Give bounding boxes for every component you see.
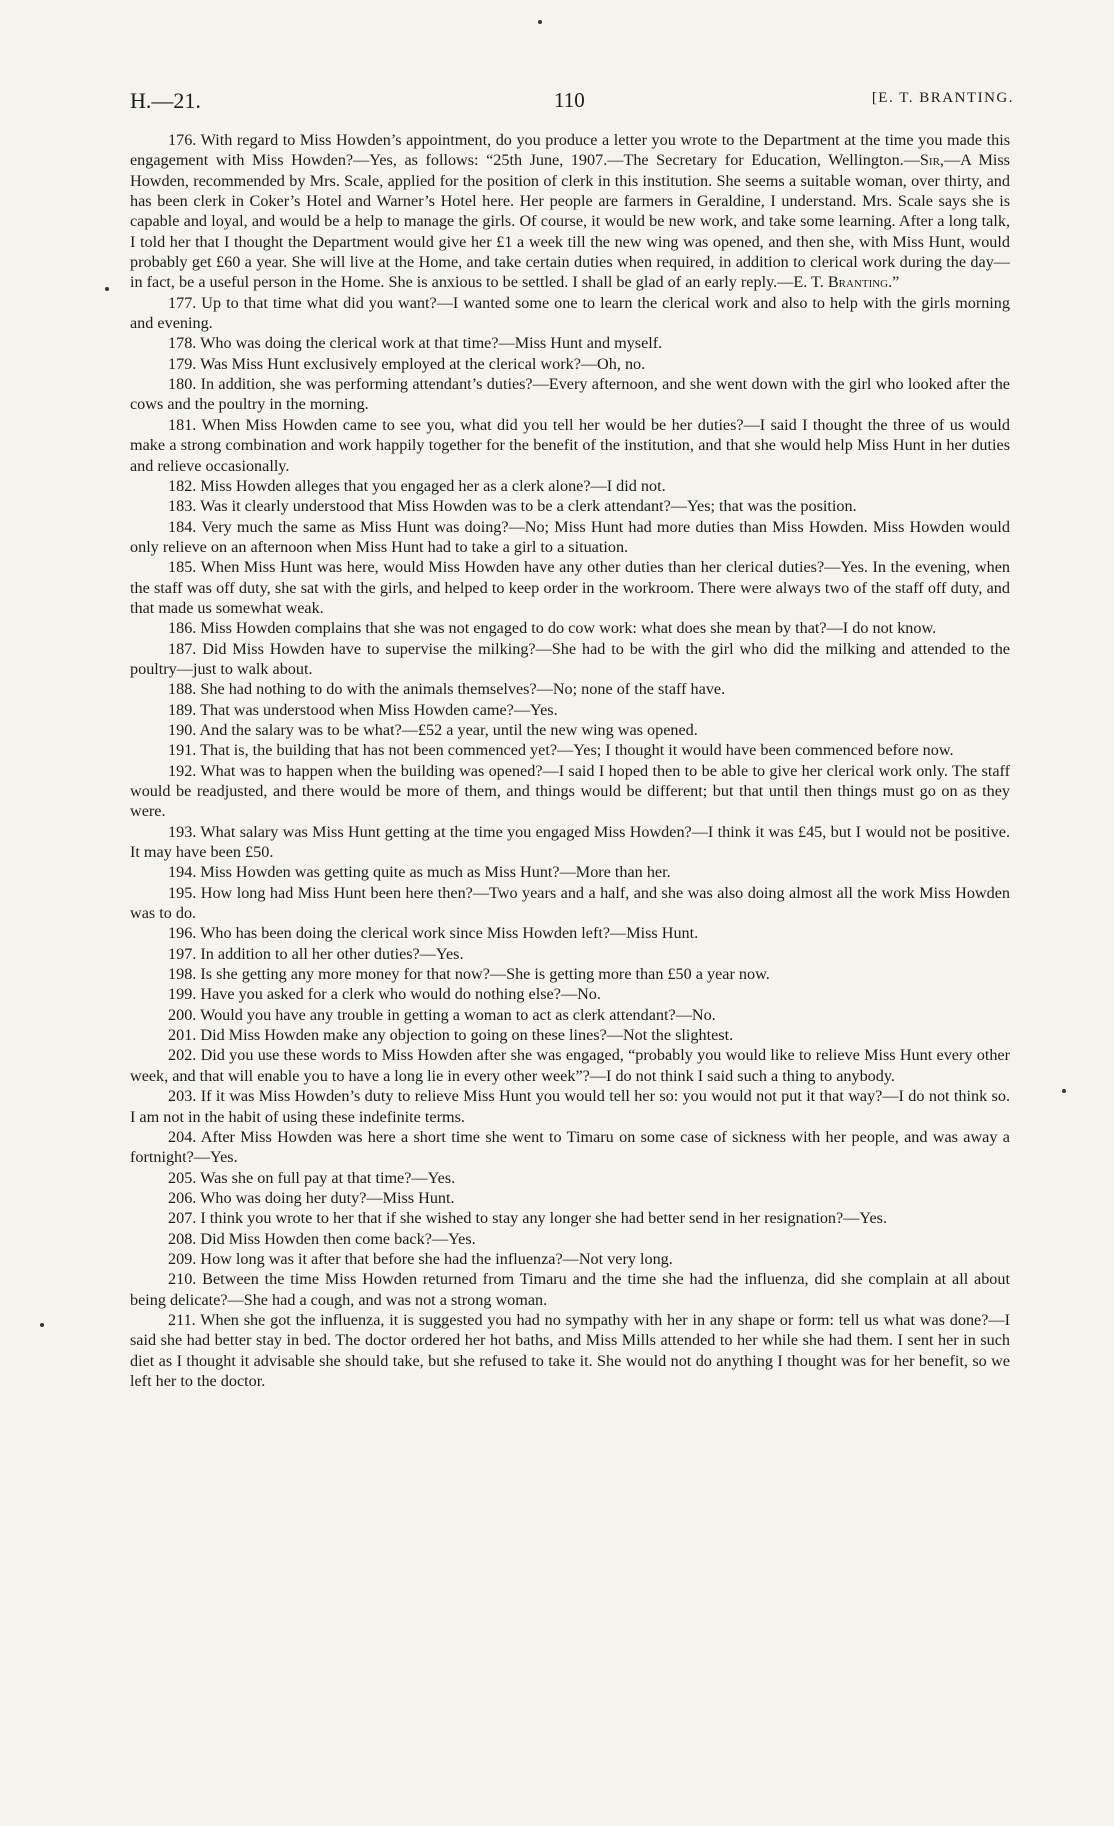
paragraph-184: 184. Very much the same as Miss Hunt was doing?—No; Miss Hunt had more duties than Miss Howden. Miss Howden would only relieve on an afternoon when Miss Hunt had to take a girl to a situation.	[130, 517, 1010, 556]
paragraph-197: 197. In addition to all her other duties?—Yes.	[168, 944, 464, 963]
paragraph-190: 190. And the salary was to be what?—£52 a year, until the new wing was opened.	[168, 720, 698, 739]
paragraph-179: 179. Was Miss Hunt exclusively employed at the clerical work?—Oh, no.	[168, 354, 646, 373]
paragraph-201: 201. Did Miss Howden make any objection to going on these lines?—Not the slightest.	[168, 1026, 734, 1045]
scan-speck	[1062, 1089, 1066, 1093]
paragraph-198: 198. Is she getting any more money for that now?—She is getting more than £50 a year now.	[168, 965, 770, 984]
paragraph-207: 207. I think you wrote to her that if she wished to stay any longer she had better send in her resignation?—Yes.	[168, 1209, 887, 1228]
paragraph-181: 181. When Miss Howden came to see you, what did you tell her would be her duties?—I said I thought the three of us would make a strong combination and work happily together for the benefit of the institution, and that she would help Miss Hunt in her duties and relieve occasionally.	[130, 415, 1010, 475]
paragraph-206: 206. Who was doing her duty?—Miss Hunt.	[168, 1188, 455, 1207]
paragraph-192: 192. What was to happen when the building was opened?—I said I hoped then to be able to give her clerical work only. The staff would be readjusted, and there would be more of them, and things would be different; but that until then things must go on as they were.	[130, 761, 1010, 821]
paragraph-195: 195. How long had Miss Hunt been here then?—Two years and a half, and she was also doing almost all the work Miss Howden was to do.	[130, 883, 1010, 923]
paragraph-188: 188. She had nothing to do with the animals themselves?—No; none of the staff have.	[168, 680, 726, 699]
paragraph-211: 211. When she got the influenza, it is suggested you had no sympathy with her in any shape or form: tell us what was done?—I said she had better stay in bed. The doctor ordered her hot baths, and Miss Mills attended to her while she had them. I sent her in such diet as I thought it advisable she should take, but she refused to take it. She would not do anything I thought was for her benefit, so we left her to the doctor.	[130, 1310, 1010, 1390]
paragraph-204: 204. After Miss Howden was here a short time she went to Timaru on some case of sickness with her people, and was away a fortnight?—Yes.	[130, 1127, 1010, 1167]
paragraph-194: 194. Miss Howden was getting quite as much as Miss Hunt?—More than her.	[168, 863, 671, 882]
testimony-body	[130, 130, 1010, 1391]
paragraph-182: 182. Miss Howden alleges that you engaged her as a clerk alone?—I did not.	[168, 476, 666, 495]
paragraph-200: 200. Would you have any trouble in getting a woman to act as clerk attendant?—No.	[168, 1005, 716, 1024]
paragraph-180: 180. In addition, she was performing attendant’s duties?—Every afternoon, and she went down with the girl who looked after the cows and the poultry in the morning.	[130, 375, 1010, 414]
report-code: H.—21.	[130, 88, 201, 113]
paragraph-185: 185. When Miss Hunt was here, would Miss Howden have any other duties than her clerical duties?—Yes. In the evening, when the staff was off duty, she sat with the girls, and helped to keep order in the workroom. There were always two of the staff off duty, and that made us somewhat weak.	[130, 558, 1010, 617]
paragraph-193: 193. What salary was Miss Hunt getting at the time you engaged Miss Howden?—I think it was £45, but I would not be positive. It may have been £50.	[130, 822, 1010, 862]
paragraph-187: 187. Did Miss Howden have to supervise the milking?—She had to be with the girl who did the milking and attended to the poultry—just to walk about.	[130, 639, 1010, 678]
paragraph-205: 205. Was she on full pay at that time?—Yes.	[168, 1168, 456, 1187]
paragraph-186: 186. Miss Howden complains that she was not engaged to do cow work: what does she mean by that?—I do not know.	[168, 619, 937, 638]
scan-speck	[105, 287, 109, 291]
scan-speck	[538, 20, 542, 24]
paragraph-189: 189. That was understood when Miss Howden came?—Yes.	[168, 700, 558, 719]
paragraph-210: 210. Between the time Miss Howden returned from Timaru and the time she had the influenza, did she complain at all about being delicate?—She had a cough, and was not a strong woman.	[130, 1270, 1010, 1309]
page-number: 110	[554, 88, 585, 112]
page-header	[130, 88, 1014, 118]
paragraph-199: 199. Have you asked for a clerk who would do nothing else?—No.	[168, 985, 601, 1004]
paragraph-209: 209. How long was it after that before she had the influenza?—Not very long.	[168, 1249, 673, 1268]
paragraph-183: 183. Was it clearly understood that Miss Howden was to be a clerk attendant?—Yes; that was the position.	[168, 497, 857, 516]
paragraph-178: 178. Who was doing the clerical work at that time?—Miss Hunt and myself.	[168, 334, 663, 353]
paragraph-203: 203. If it was Miss Howden’s duty to relieve Miss Hunt you would tell her so: you would not put it that way?—I do not think so. I am not in the habit of using these indefinite terms.	[130, 1087, 1010, 1126]
paragraph-177: 177. Up to that time what did you want?—I wanted some one to learn the clerical work and also to help with the girls morning and evening.	[130, 293, 1010, 333]
paragraph-191: 191. That is, the building that has not been commenced yet?—Yes; I thought it would have been commenced before now.	[168, 741, 954, 760]
paragraph-196: 196. Who has been doing the clerical work since Miss Howden left?—Miss Hunt.	[168, 924, 699, 943]
paragraph-176: 176. With regard to Miss Howden’s appointment, do you produce a letter you wrote to the Department at the time you made this engagement with Miss Howden?—Yes, as follows: “25th June, 1907.—The Secretary for Education, Wellington.—Sir,—A Miss Howden, recommended by Mrs. Scale, applied for the position of clerk in this institution. She seems a suitable woman, over thirty, and has been clerk in Coker’s Hotel and Warner’s Hotel here. Her people are farmers in Geraldine, I understand. Mrs. Scale says she is capable and loyal, and would be a help to manage the girls. Of course, it would be new work, and take some learning. After a long talk, I told her that I thought the Department would give her £1 a week till the new wing was opened, and then she, with Miss Hunt, would probably get £60 a year. She will live at the Home, and take certain duties when required, in addition to clerical work during the day—in fact, be a useful person in the Home. She is anxious to be settled. I shall be glad of an early reply.—E. T. Branting.”	[130, 131, 1010, 292]
paragraph-202: 202. Did you use these words to Miss Howden after she was engaged, “probably you would like to relieve Miss Hunt every other week, and that will enable you to have a long lie in every other week”?—I do not think I said such a thing to anybody.	[130, 1046, 1010, 1085]
scan-speck	[40, 1323, 44, 1327]
page	[130, 88, 1014, 1391]
paragraph-208: 208. Did Miss Howden then come back?—Yes.	[168, 1229, 476, 1248]
witness-name: [E. T. BRANTING.	[871, 90, 1014, 106]
